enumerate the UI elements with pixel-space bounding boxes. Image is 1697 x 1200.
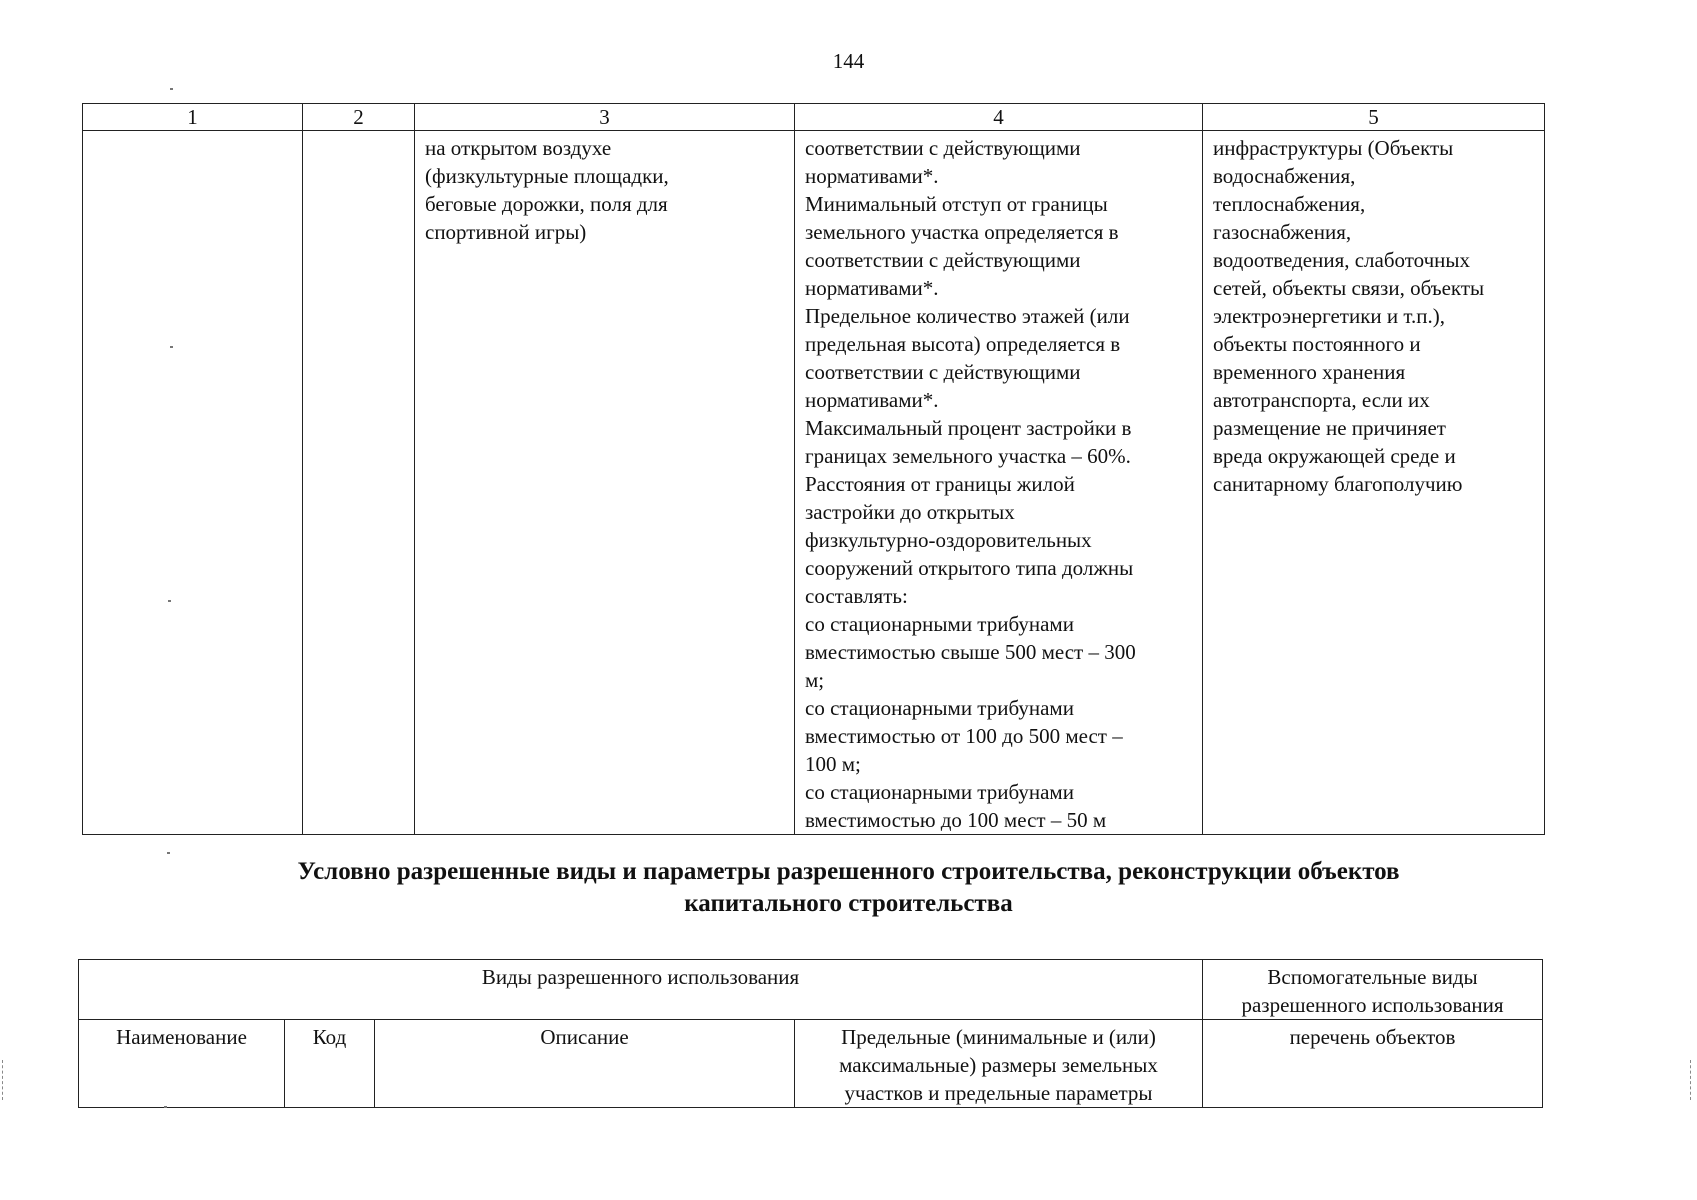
header-col-3: 3	[415, 104, 795, 131]
top-table	[82, 103, 1545, 835]
header-col-5: 5	[1203, 104, 1545, 131]
cell-col-5-text: инфраструктуры (Объекты водоснабжения, теплоснабжения, газоснабжения, водоотведения, слаботочных сетей, объекты связи, объекты электроэнергетики и т.п.), объекты постоянного и временного хранения автотранспорта, если их размещение не причиняет вреда окружающей среде и санитарному благополучию	[1213, 136, 1485, 496]
bottom-table-group-row	[79, 960, 1543, 1020]
header-col-2: 2	[303, 104, 415, 131]
column-limits-text: Предельные (минимальные и (или) максимальные) размеры земельных участков и предельные параметры	[839, 1025, 1158, 1105]
bottom-table-columns-row	[79, 1020, 1543, 1108]
cell-col-3-text: на открытом воздухе (физкультурные площадки, беговые дорожки, поля для спортивной игры)	[425, 136, 669, 244]
scan-mark	[170, 346, 173, 348]
cell-col-4	[795, 131, 1203, 835]
table-row	[83, 131, 1545, 835]
scan-edge-mark	[2, 1060, 7, 1100]
column-limits	[795, 1020, 1203, 1108]
group-header-permitted-uses: Виды разрешенного использования	[79, 960, 1203, 1020]
scan-mark	[168, 600, 171, 602]
section-heading-line-1: Условно разрешенные виды и параметры разрешенного строительства, реконструкции объектов	[297, 858, 1400, 885]
cell-col-2	[303, 131, 415, 835]
bottom-table	[78, 959, 1543, 1108]
group-header-auxiliary-uses	[1203, 960, 1543, 1020]
header-col-4: 4	[795, 104, 1203, 131]
column-code: Код	[285, 1020, 375, 1108]
header-col-1: 1	[83, 104, 303, 131]
scan-mark	[170, 88, 173, 90]
cell-col-4-text: соответствии с действующими нормативами*. Минимальный отступ от границы земельного участка определяется в соответствии с действующими нормативами*. Предельное количество этажей (или предельная высота) определяется в соответствии с действующими нормативами*. Максимальный процент застройки в границах земельного участка – 60%. Расстояния от границы жилой застройки до открытых физкультурно-оздоровительных сооружений открытого типа должны составлять: со стационарными трибунами вместимостью свыше 500 мест – 300 м; со стационарными трибунами вместимостью от 100 до 500 мест – 100 м; со стационарными трибунами вместимостью до 100 мест – 50 м	[805, 136, 1136, 832]
cell-col-3	[415, 131, 795, 835]
section-heading-line-2: капитального строительства	[684, 890, 1013, 917]
scan-mark	[164, 1106, 167, 1108]
column-objects: перечень объектов	[1203, 1020, 1543, 1108]
section-heading	[0, 856, 1697, 920]
page-number: 144	[832, 49, 865, 73]
auxiliary-uses-text: Вспомогательные виды разрешенного использования	[1241, 965, 1504, 1017]
cell-col-5	[1203, 131, 1545, 835]
top-table-header-row	[83, 104, 1545, 131]
column-name: Наименование	[79, 1020, 285, 1108]
scan-mark	[167, 852, 170, 854]
cell-col-1	[83, 131, 303, 835]
scan-edge-mark	[1690, 1060, 1695, 1100]
column-description: Описание	[375, 1020, 795, 1108]
